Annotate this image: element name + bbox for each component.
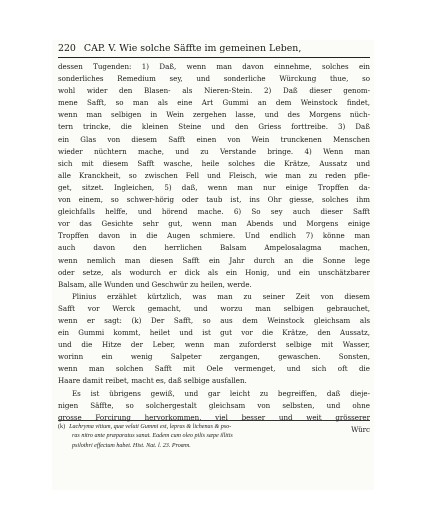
text-line: wenn man selbigen in Wein zergehen lasse, und des Morgens nüch- (58, 110, 370, 120)
text-line: worinn ein wenig Salpeter zergangen, gewaschen. Sonsten, (58, 352, 370, 362)
text-line: sonderliches Remedium sey, und sonderliche Würckung thue, so (58, 74, 370, 84)
footnote-text: Lachryma vitium, quæ veluti Gummi est, lepras & lichenas & pso- (69, 424, 232, 430)
text-line: wenn er sagt: (k) Der Safft, so aus dem Weinstock gleichsam als (58, 315, 370, 325)
book-page (52, 40, 374, 490)
text-line: oder setze, als wodurch er dick als ein Honig, und ein unschätzbarer (58, 267, 370, 277)
text-line: nigen Säffte, so solchergestalt gleichsam von selbsten, und ohne (58, 400, 370, 410)
text-line: gleichfalls helffe, und hörend mache. 6) So sey auch dieser Safft (58, 207, 370, 217)
text-line: und die Hitze der Leber, wenn man zuforderst selbige mit Wasser, (58, 340, 370, 350)
text-line: tern trincke, die kleinen Steine und den Griess forttreibe. 3) Daß (58, 122, 370, 132)
text-line: vor das Gesichte sehr gut, wenn man Abends und Morgens einige (58, 219, 370, 229)
text-line: auch davon den herrlichen Balsam Ampelosalagma machen, (58, 243, 370, 253)
text-line: wenn man solchen Safft mit Oele vermenget, und sich oft die (58, 364, 370, 374)
header-rule (58, 57, 370, 58)
text-line: wenn nemlich man diesen Safft ein Jahr durch an die Sonne lege (58, 255, 370, 265)
text-line: wieder nüchtern mache, und zu Verstande bringe. 4) Wenn man (58, 146, 370, 156)
text-line: get, sitzet. Ingleichen, 5) daß, wenn man nur einige Tropffen da- (58, 182, 370, 192)
footnote (58, 423, 370, 451)
text-line: Plinius erzählet kürtzlich, was man zu seiner Zeit von diesem (72, 291, 370, 301)
footnote-mark: (k) (58, 424, 66, 430)
body-text (58, 61, 370, 436)
text-line: dessen Tugenden: 1) Daß, wenn man davon einnehme, solches ein (58, 62, 370, 71)
text-line: wohl wider den Blasen- als Nieren-Stein. 2) Daß dieser genom- (58, 86, 370, 96)
page-number: 220 (58, 43, 76, 54)
text-line: alle Kranckheit, so zwischen Fell und Fleisch, wie man zu reden pfle- (58, 170, 370, 180)
text-line: mene Safft, so man als eine Art Gummi an dem Weinstock findet, (58, 98, 370, 108)
footnote-line: psilothri effectum habet. Hist. Nat. l. 23. Proœm. (72, 442, 191, 449)
catchword: Würc (351, 424, 370, 434)
text-line: Safft vor Werck gemacht, und worzu man selbigen gebrauchet, (58, 303, 370, 313)
footnote-line: ras nitro ante præparatus sanat. Eadem cum oleo pilis sæpe illitis (72, 433, 233, 440)
text-line: Balsam, alle Wunden und Geschwür zu heilen, werde. (58, 279, 252, 289)
text-line: Tropffen davon in die Augen schmiere. Und endlich 7) könne man (58, 231, 370, 241)
text-line: ein Glas von diesem Safft einen von Wein trunckenen Menschen (58, 134, 370, 144)
text-line: von einem, so schwer-hörig oder taub ist, ins Ohr giesse, solches ihm (58, 195, 370, 205)
footnote-line (58, 423, 370, 432)
text-line: Es ist übrigens gewiß, und gar leicht zu begreiffen, daß dieje- (72, 388, 370, 398)
footnote-rule (58, 420, 370, 421)
running-header (58, 42, 370, 56)
text-line: sich mit diesem Safft wasche, heile solches die Krätze, Aussatz und (58, 158, 370, 168)
text-line: ein Gummi kommt, heilet und ist gut vor die Krätze, den Aussatz, (58, 328, 370, 338)
text-line: Haare damit reibet, macht es, daß selbige ausfallen. (58, 376, 247, 386)
running-title: CAP. V. Wie solche Säffte im gemeinen Leben, (83, 43, 302, 54)
text-line: grosse Forcirung hervorkommen, viel besser und weit grösserer (58, 412, 370, 422)
